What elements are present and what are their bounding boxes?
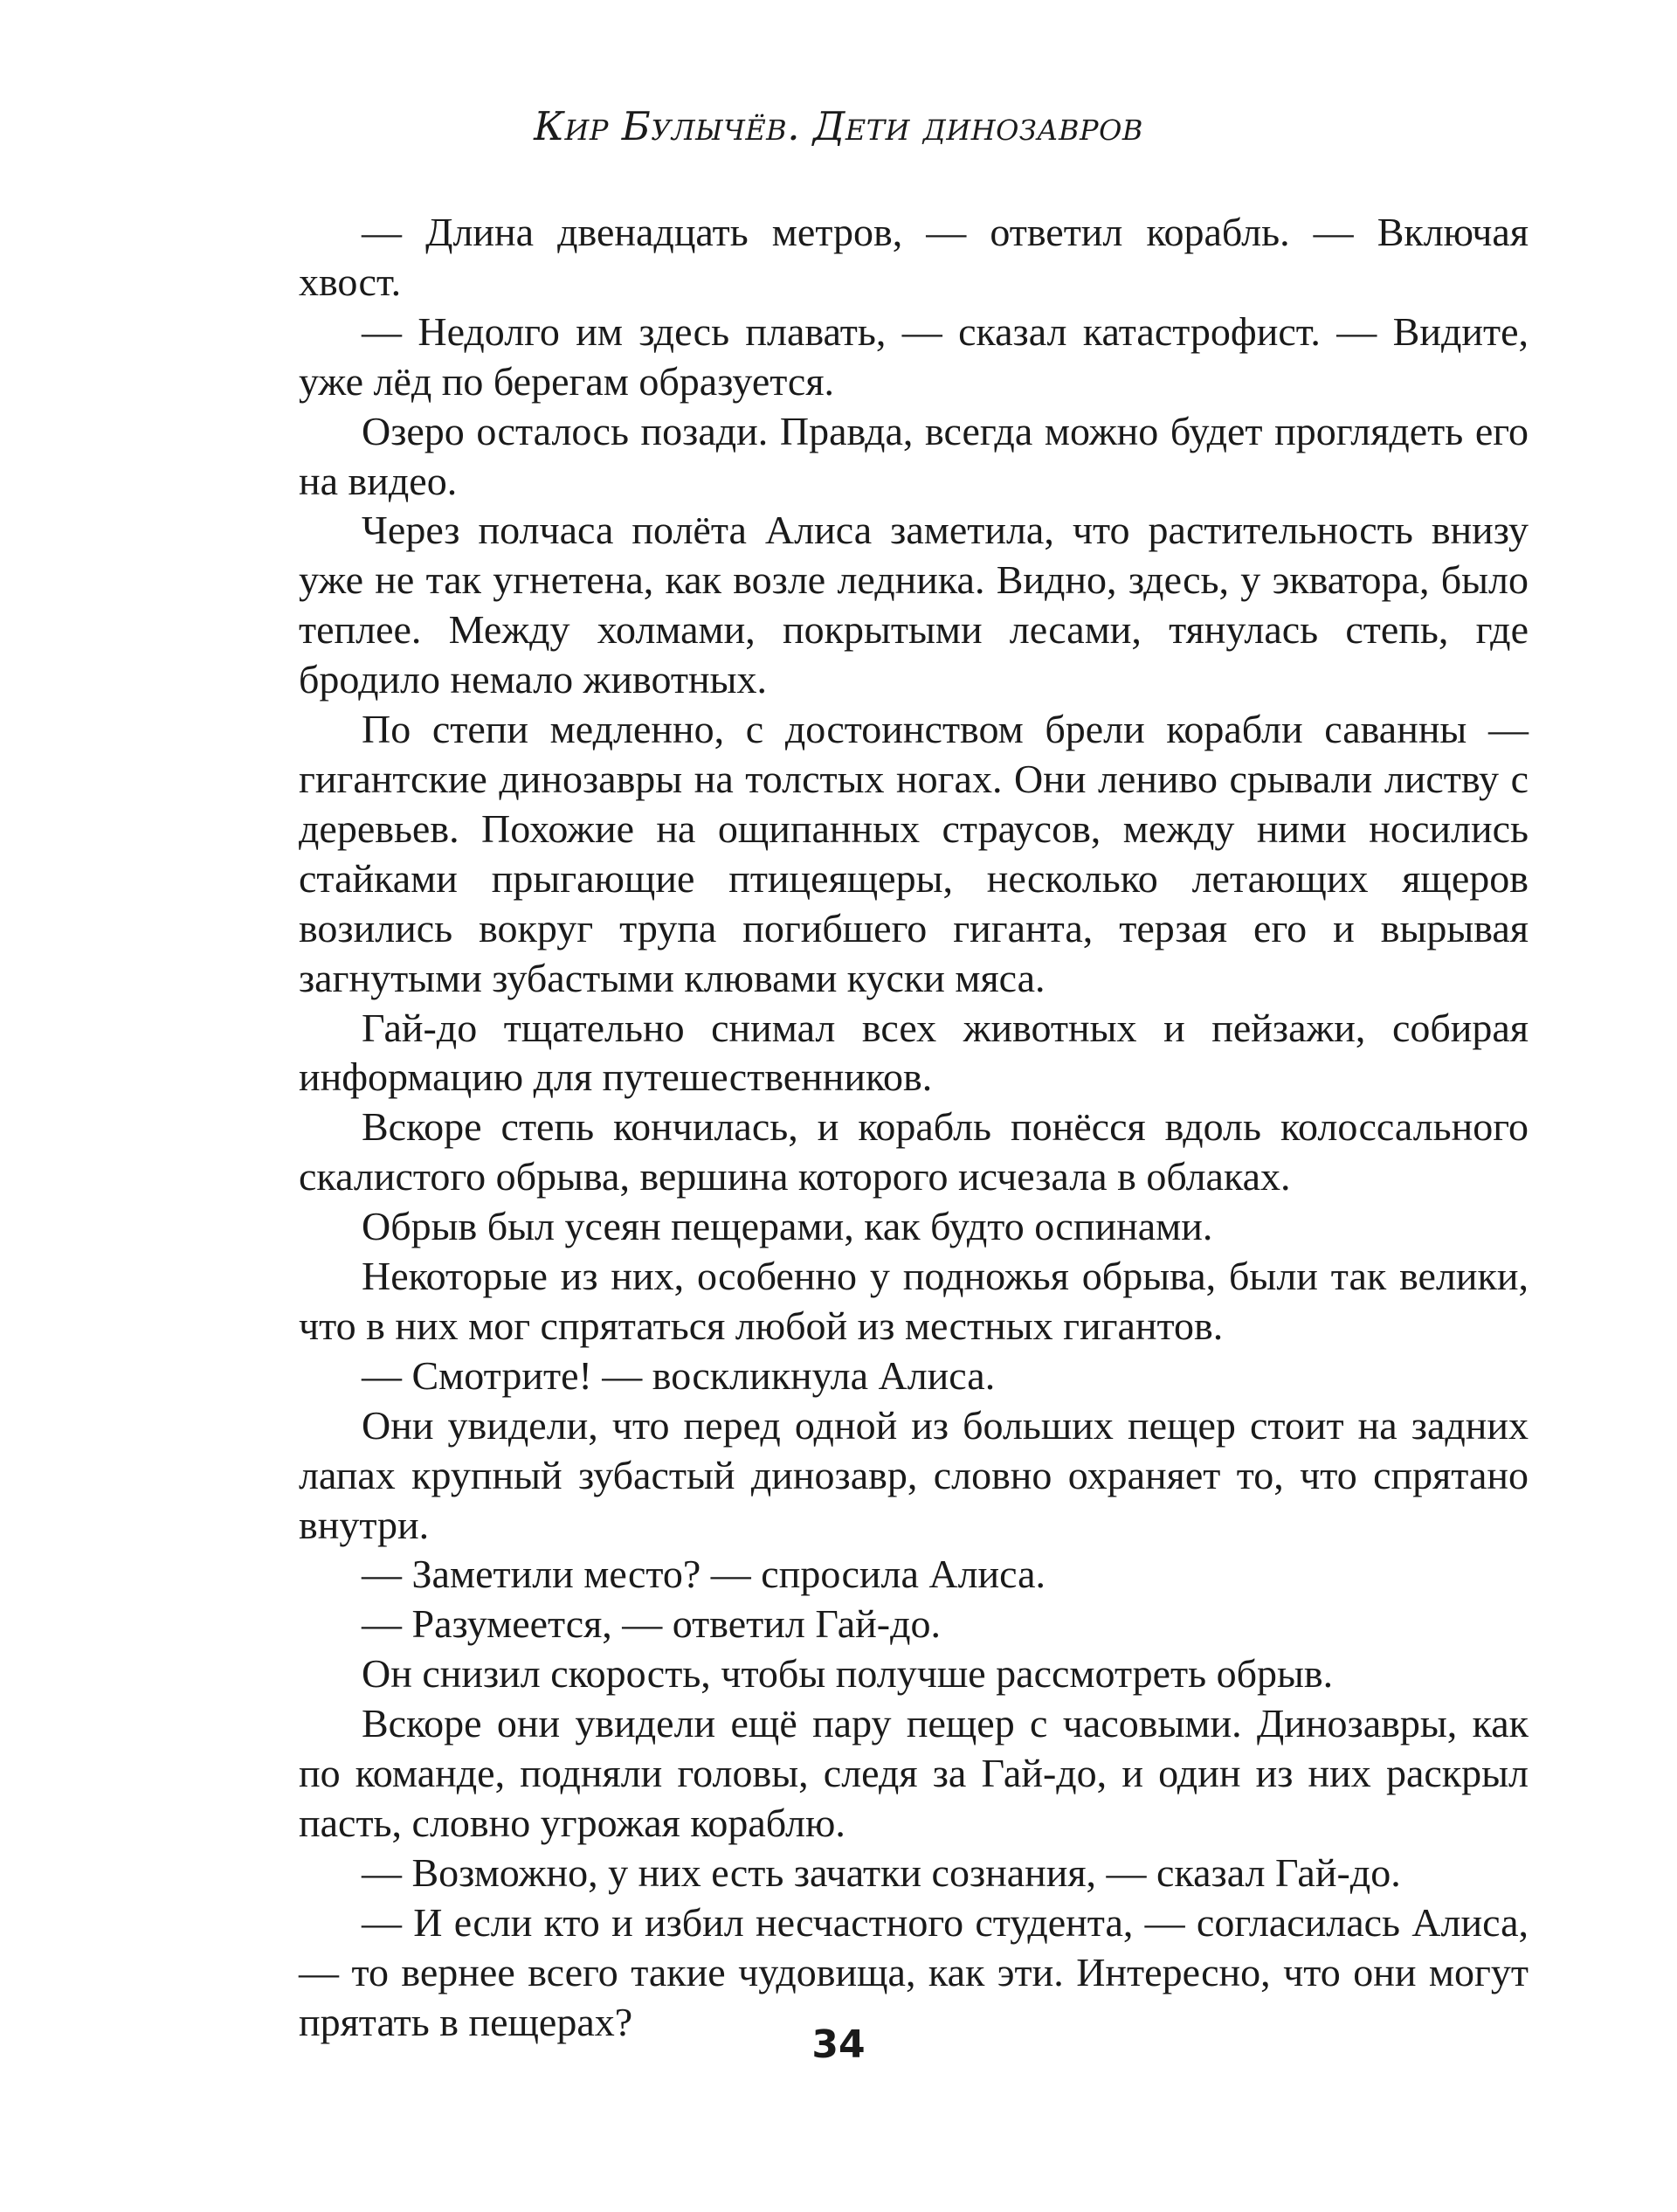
body-text xyxy=(299,208,1529,2048)
paragraph: — Недолго им здесь плавать, — сказал катастрофист. — Видите, уже лёд по берегам образуется. xyxy=(299,308,1529,404)
paragraph: Они увидели, что перед одной из больших пещер стоит на задних лапах крупный зубастый динозавр, словно охраняет то, что спрятано внутри. xyxy=(299,1402,1529,1547)
paragraph: — Разумеется, — ответил Гай-до. xyxy=(362,1601,942,1647)
running-header xyxy=(0,103,1677,149)
paragraph: По степи медленно, с достоинством брели корабли саванны — гигантские динозавры на толстых ногах. Они лениво срывали листву с деревьев. Похожие на ощипанных страусов, между ними носились стайками прыгающие птицеящеры, несколько летающих ящеров возились вокруг трупа погибшего гиганта, терзая его и вырывая загнутыми зубастыми клювами куски мяса. xyxy=(299,707,1529,1000)
paragraph: Обрыв был усеян пещерами, как будто оспинами. xyxy=(362,1204,1213,1249)
paragraph: Через полчаса полёта Алиса заметила, что растительность внизу уже не так угнетена, как возле ледника. Видно, здесь, у экватора, было теплее. Между холмами, покрытыми лесами, тянулась степь, где бродило немало животных. xyxy=(299,508,1529,702)
paragraph: Некоторые из них, особенно у подножья обрыва, были так велики, что в них мог спрятаться любой из местных гигантов. xyxy=(299,1254,1529,1348)
paragraph: — Смотрите! — воскликнула Алиса. xyxy=(362,1352,996,1398)
paragraph: Гай-до тщательно снимал всех животных и пейзажи, собирая информацию для путешественников. xyxy=(299,1005,1529,1100)
paragraph: — Заметили место? — спросила Алиса. xyxy=(362,1552,1046,1597)
paragraph: — Длина двенадцать метров, — ответил корабль. — Включая хвост. xyxy=(299,210,1529,304)
paragraph: Озеро осталось позади. Правда, всегда можно будет проглядеть его на видео. xyxy=(299,408,1529,503)
paragraph: Вскоре они увидели ещё пару пещер с часовыми. Динозавры, как по команде, подняли головы, следя за Гай-до, и один из них раскрыл пасть, словно угрожая кораблю. xyxy=(299,1701,1529,1845)
paragraph: — Возможно, у них есть зачатки сознания, — сказал Гай-до. xyxy=(362,1849,1401,1895)
paragraph: Вскоре степь кончилась, и корабль понёсся вдоль колоссального скалистого обрыва, вершина которого исчезала в облаках. xyxy=(299,1104,1529,1199)
paragraph: Он снизил скорость, чтобы получше рассмотреть обрыв. xyxy=(362,1651,1334,1697)
paragraph: — И если кто и избил несчастного студента, — согласилась Алиса, — то вернее всего такие чудовища, как эти. Интересно, что они могут прятать в пещерах? xyxy=(299,1899,1529,2044)
running-header-title: Кир Булычёв. Дети динозавров xyxy=(534,103,1143,149)
page-number: 34 xyxy=(811,2022,866,2067)
